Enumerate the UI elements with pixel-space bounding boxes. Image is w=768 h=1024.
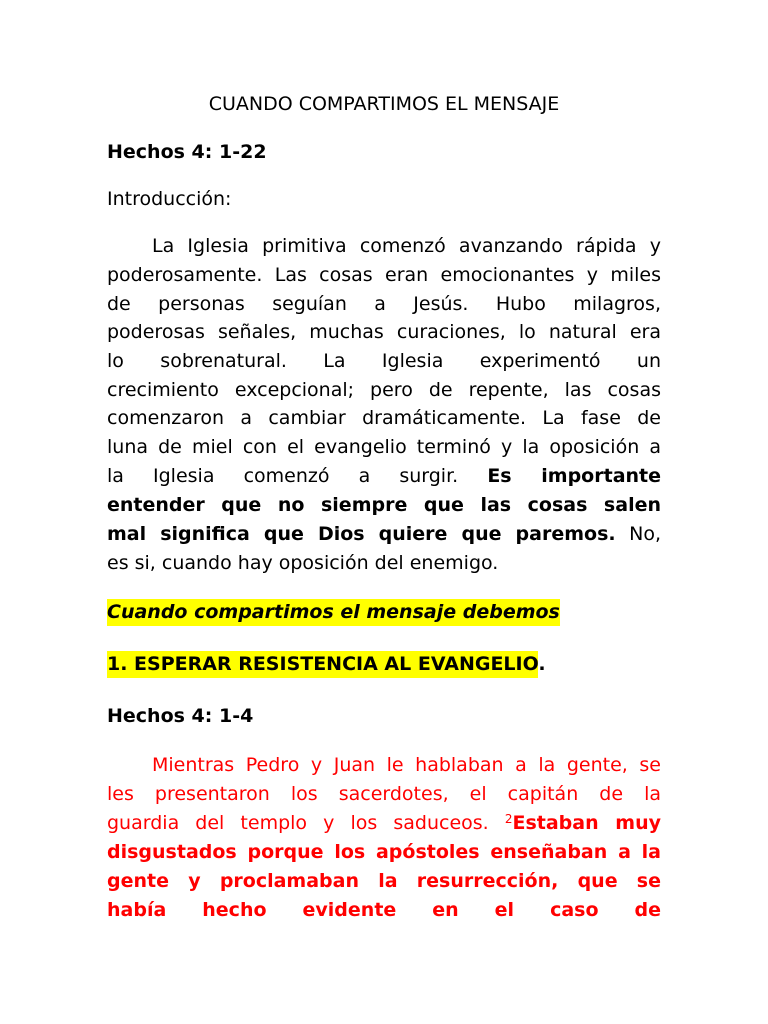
verse-line: había hecho evidente en el caso de	[107, 899, 661, 921]
paragraph-line: comenzaron a cambiar dramáticamente. La fase de	[107, 407, 661, 429]
paragraph-line: de personas seguían a Jesús. Hubo milagros,	[107, 293, 661, 315]
emphasis-text: mal significa que Dios quiere que paremos.	[107, 523, 616, 545]
scripture-reference: Hechos 4: 1-22	[107, 141, 267, 163]
verse-line: Mientras Pedro y Juan le hablaban a la gente, se	[152, 754, 661, 776]
point-heading-period: .	[538, 653, 546, 675]
paragraph-line	[107, 462, 661, 491]
point-heading	[107, 650, 546, 679]
document-title: CUANDO COMPARTIMOS EL MENSAJE	[208, 93, 560, 115]
verse-line: les presentaron los sacerdotes, el capitán de la	[107, 783, 661, 805]
point-heading-text: 1. ESPERAR RESISTENCIA AL EVANGELIO	[107, 651, 538, 678]
paragraph-line: luna de miel con el evangelio terminó y la oposición a	[107, 436, 661, 458]
highlighted-heading	[107, 598, 560, 627]
paragraph-line: lo sobrenatural. La Iglesia experimentó un	[107, 350, 661, 372]
paragraph-text: la Iglesia comenzó a surgir.	[107, 465, 459, 487]
scripture-reference: Hechos 4: 1-4	[107, 705, 254, 727]
paragraph-line: poderosamente. Las cosas eran emocionantes y miles	[107, 264, 661, 286]
paragraph-text: No,	[629, 523, 661, 545]
paragraph-line: es si, cuando hay oposición del enemigo.	[107, 552, 499, 574]
verse-line: disgustados porque los apóstoles enseñaban a la	[107, 841, 661, 863]
paragraph-line: crecimiento excepcional; pero de repente, las cosas	[107, 379, 661, 401]
verse-line: gente y proclamaban la resurrección, que se	[107, 870, 661, 892]
paragraph-line: La Iglesia primitiva comenzó avanzando rápida y	[152, 235, 661, 257]
paragraph-line: poderosas señales, muchas curaciones, lo natural era	[107, 321, 661, 343]
verse-emphasis: Estaban muy	[512, 812, 662, 834]
paragraph-line	[107, 520, 661, 549]
emphasis-text: Es importante	[487, 465, 662, 487]
emphasis-line: entender que no siempre que las cosas salen	[107, 494, 661, 516]
verse-line	[107, 809, 661, 838]
verse-number: 2	[504, 812, 513, 826]
highlighted-heading-text: Cuando compartimos el mensaje debemos	[107, 599, 560, 626]
verse-text: guardia del templo y los saduceos.	[107, 812, 489, 834]
intro-label: Introducción:	[107, 188, 232, 210]
